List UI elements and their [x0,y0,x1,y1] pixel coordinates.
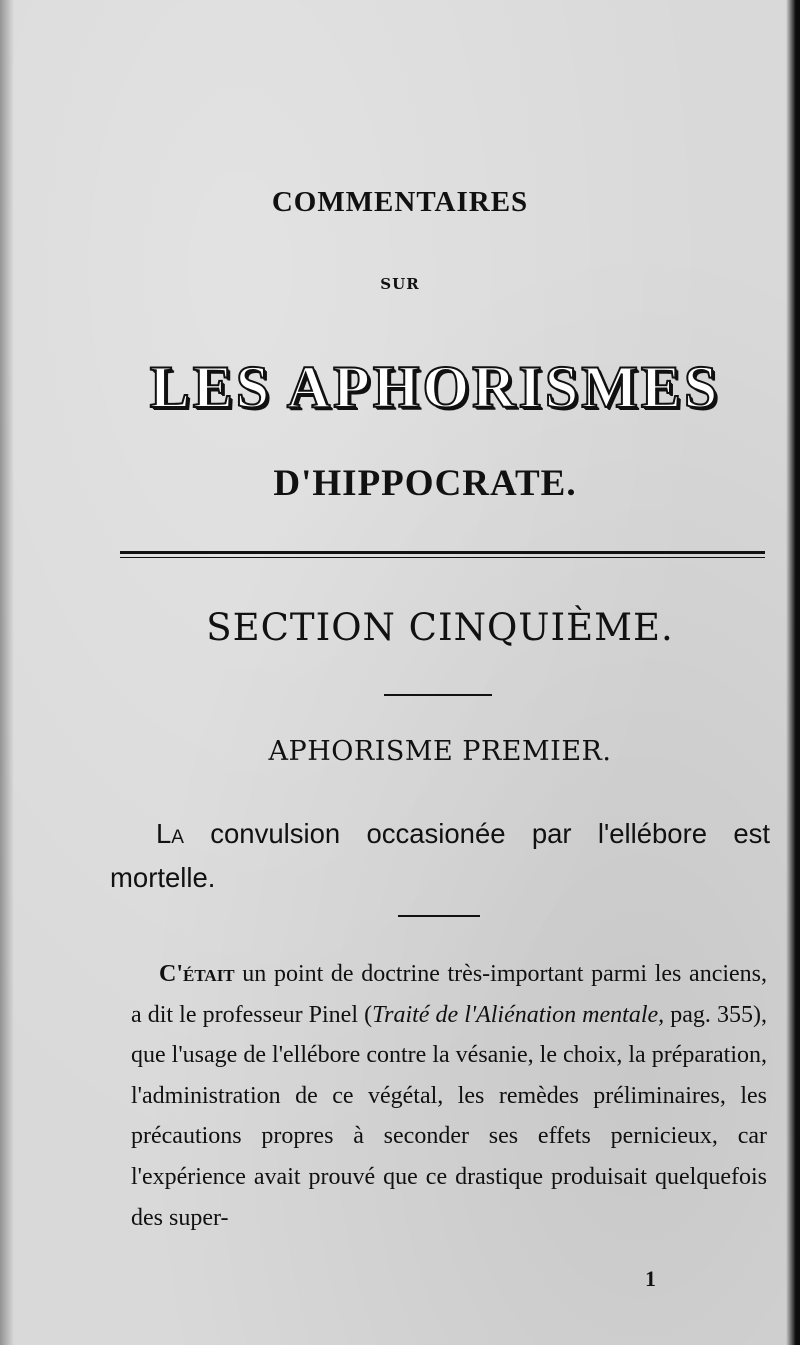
commentary-paragraph [131,954,767,1238]
commentary-text-1: un point de doctrine très-important parmi les anciens, a dit le professeur Pinel ( [131,961,767,1028]
aphorism-dropcap: La [156,818,184,849]
title-les-aphorismes: LES APHORISMES [149,354,721,420]
section-heading: SECTION CINQUIÈME. [206,606,674,649]
commentary-lead: C'était [159,961,235,987]
short-rule-divider-2 [398,915,480,917]
aphorism-text [110,812,770,900]
title-commentaires: COMMENTAIRES [271,186,529,218]
commentary-citation: Traité de l'Aliénation mentale, [372,1001,665,1028]
title-hippocrate: D'HIPPOCRATE. [273,463,577,504]
aphorism-body: convulsion occasionée par l'ellébore est mortelle. [110,818,770,893]
title-sur: SUR [380,275,420,293]
double-rule-divider [120,551,765,561]
aphorism-heading: APHORISME PREMIER. [268,736,612,767]
page-signature-number: 1 [645,1266,656,1291]
commentary-text-2: pag. 355), que l'usage de l'ellébore contre la vésanie, le choix, la préparation, l'administration de ce végétal, les remèdes préliminaires, les précautions propres à seconder ses effets pernicieux, car l'expérience avait prouvé que ce drastique produisait quelquefois des super- [131,1001,767,1231]
short-rule-divider [384,694,492,696]
